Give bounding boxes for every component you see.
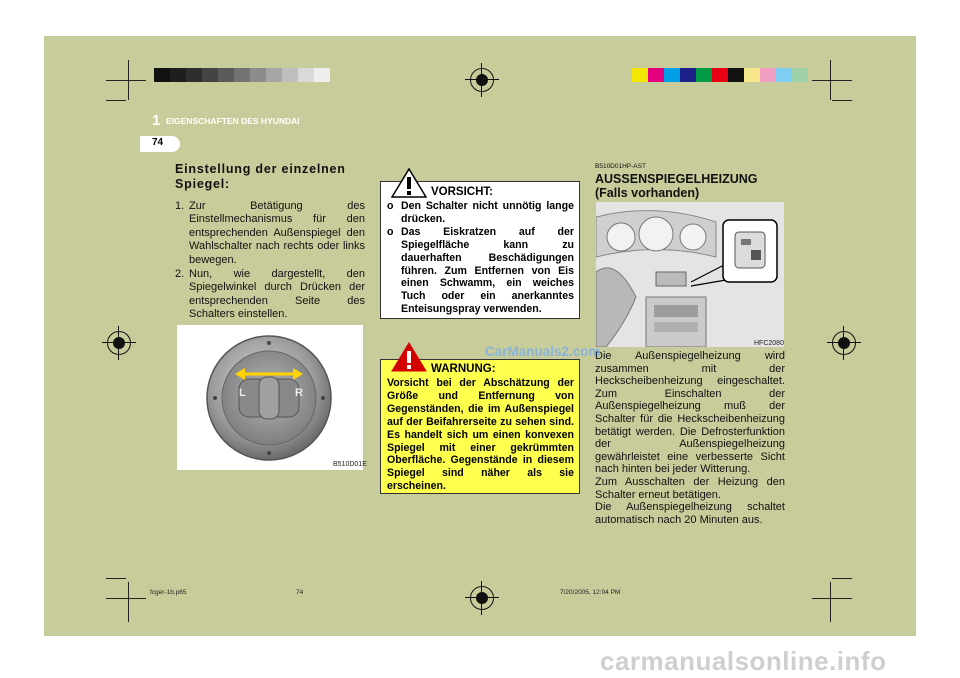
registration-mark-icon: [470, 586, 494, 610]
dashboard-illustration: [596, 202, 784, 347]
warning-box: [380, 359, 580, 494]
crop-mark: [106, 578, 126, 579]
registration-mark-icon: [470, 68, 494, 92]
grayscale-bar: [154, 68, 330, 82]
watermark-site: carmanualsonline.info: [600, 646, 887, 676]
crop-mark: [106, 598, 146, 599]
crop-mark: [106, 100, 126, 101]
page-sheet: [44, 36, 916, 636]
warning-triangle-icon: [391, 342, 427, 372]
figure-caption: B510D01E: [333, 461, 367, 468]
mirror-switch-illustration: [177, 325, 363, 470]
warning-title: WARNUNG:: [431, 363, 496, 375]
color-bar: [632, 68, 808, 82]
list-item: 1. Zur Betätigung des Einstellmechanismus für den entsprechenden Außenspiegel den Wahlschalter nach rechts oder links bewegen.: [175, 200, 365, 266]
footer-page: 74: [296, 589, 304, 596]
registration-mark-icon: [832, 331, 856, 355]
crop-mark: [830, 582, 831, 622]
warning-body: Vorsicht bei der Abschätzung der Größe und Entfernung von Gegenständen, die im Außenspiegel auf der Beifahrerseite zu sehen sind. Es handelt sich um einen konvexen Spiegel mit einer gekrümmten Oberfläche. Gegenstände in diesem Spiegel sind näher als sie erscheinen.: [387, 377, 574, 493]
right-label: R: [295, 387, 303, 399]
left-column: [175, 162, 365, 323]
chapter-title: EIGENSCHAFTEN DES HYUNDAI: [166, 116, 300, 126]
paragraph: Die Außenspiegelheizung wird zusammen mit der Heckscheibenheizung eingeschaltet. Zum Einschalten der Außenspiegelheizung muß der Schalter für die Heckscheibenheizung betätigt werden. Die Defrosterfunktion der Außenspiegelheizung gewährleistet eine verbesserte Sicht nach hinten bei jeder Witterung. Zum Ausschalten der Heizung den Schalter erneut betätigen. Die Außenspiegelheizung schaltet automatisch nach 20 Minuten aus.: [595, 350, 785, 526]
list-item: o Den Schalter nicht unnötig lange drücken.: [387, 200, 574, 225]
list-item: o Das Eiskratzen auf der Spiegelfläche kann zu dauerhaften Beschädigungen führen. Zum Entfernen von Eis einen Schwamm, ein weiches Tuch oder ein anerkanntes Enteisungspray verwenden.: [387, 225, 574, 316]
crop-mark: [832, 100, 852, 101]
watermark-carmanuals: CarManuals2.com: [485, 344, 601, 359]
left-label: L: [239, 387, 246, 399]
footer-file: fcger-1b.p65: [150, 589, 187, 596]
registration-mark-icon: [107, 331, 131, 355]
crop-mark: [812, 598, 852, 599]
caution-box: [380, 181, 580, 319]
page-number: 74: [152, 137, 164, 148]
list-item: 2. Nun, wie dargestellt, den Spiegelwinkel durch Drücken der entsprechenden Seite des Schalters einstellen.: [175, 268, 365, 321]
section-heading: Einstellung der einzelnen Spiegel:: [175, 162, 346, 191]
section-code: B510D01HP-AST: [595, 163, 646, 170]
warning-triangle-icon: [391, 168, 427, 198]
chapter-number: 1: [152, 112, 161, 129]
crop-mark: [812, 80, 852, 81]
crop-mark: [832, 578, 852, 579]
section-title: AUSSENSPIEGELHEIZUNG: [595, 172, 758, 186]
mirror-switch-figure: [177, 325, 363, 470]
crop-mark: [128, 582, 129, 622]
figure-caption: HFC2080: [754, 340, 784, 347]
caution-title: VORSICHT:: [431, 186, 493, 198]
dashboard-figure: [596, 202, 784, 347]
crop-mark: [106, 80, 146, 81]
footer-datetime: 7/20/2005, 12:04 PM: [560, 589, 621, 596]
section-subtitle: (Falls vorhanden): [595, 186, 700, 200]
caution-body: [387, 200, 574, 316]
right-column: [595, 163, 785, 200]
